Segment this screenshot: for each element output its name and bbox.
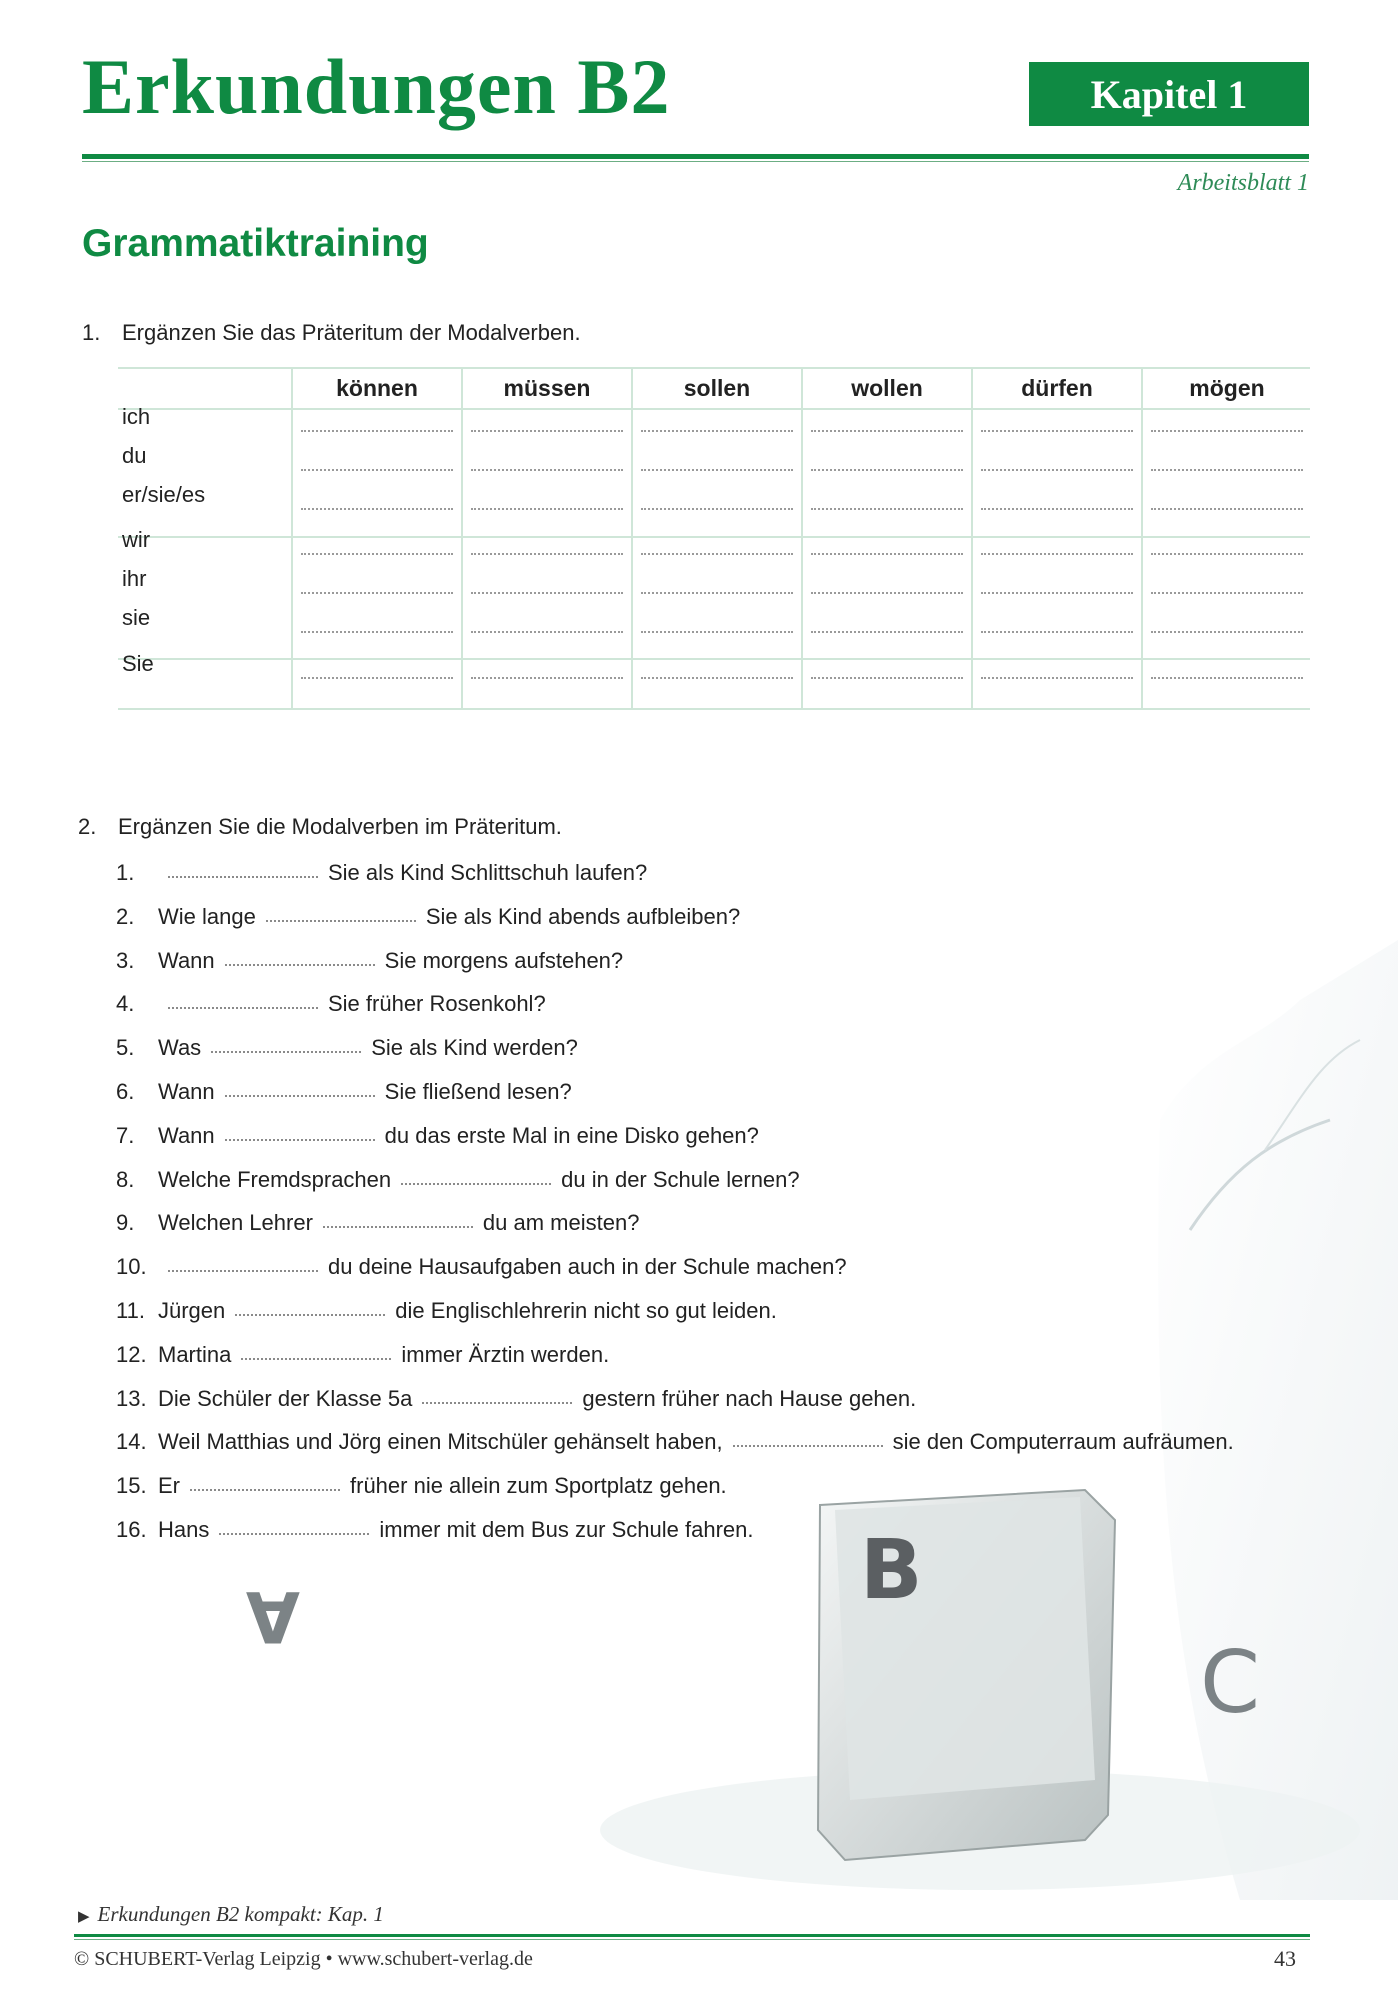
answer-blank[interactable]	[225, 964, 375, 966]
sentence-end: sie den Computerraum aufräumen.	[892, 1429, 1234, 1454]
sentence-start: Was	[158, 1035, 202, 1060]
answer-blank[interactable]	[641, 430, 793, 432]
answer-blank[interactable]	[266, 920, 416, 922]
answer-blank[interactable]	[190, 1489, 340, 1491]
column-header: sollen	[683, 375, 751, 401]
sentence-item	[116, 991, 546, 1017]
answer-blank[interactable]	[981, 592, 1133, 594]
sentence-number: 8.	[116, 1167, 135, 1192]
conjugation-table	[118, 367, 1310, 710]
answer-blank[interactable]	[471, 508, 623, 510]
table-row-divider	[118, 708, 1310, 710]
answer-blank[interactable]	[1151, 469, 1303, 471]
sentence-end: Sie fließend lesen?	[384, 1079, 572, 1104]
answer-blank[interactable]	[641, 508, 793, 510]
sentence-number: 4.	[116, 991, 135, 1016]
answer-blank[interactable]	[168, 876, 318, 878]
answer-blank[interactable]	[1151, 631, 1303, 633]
answer-blank[interactable]	[225, 1139, 375, 1141]
answer-blank[interactable]	[301, 592, 453, 594]
answer-blank[interactable]	[641, 677, 793, 679]
table-column-divider	[461, 367, 463, 710]
table-column-divider	[291, 367, 293, 710]
answer-blank[interactable]	[981, 508, 1133, 510]
answer-blank[interactable]	[168, 1270, 318, 1272]
table-column-divider	[1141, 367, 1143, 710]
answer-blank[interactable]	[219, 1533, 369, 1535]
answer-blank[interactable]	[981, 469, 1133, 471]
header-divider	[82, 154, 1309, 159]
answer-blank[interactable]	[225, 1095, 375, 1097]
triangle-arrow-icon: ▶	[78, 1909, 90, 1925]
sentence-end: du in der Schule lernen?	[561, 1167, 800, 1192]
exercise-2-heading	[78, 814, 562, 840]
sentence-number: 13.	[116, 1386, 147, 1411]
sentence-number: 2.	[116, 904, 135, 929]
answer-blank[interactable]	[471, 469, 623, 471]
sentence-item	[116, 1517, 754, 1543]
answer-blank[interactable]	[981, 631, 1133, 633]
answer-blank[interactable]	[981, 430, 1133, 432]
answer-blank[interactable]	[641, 553, 793, 555]
sentence-start: Welche Fremdsprachen	[158, 1167, 392, 1192]
sentence-item	[116, 1342, 609, 1368]
answer-blank[interactable]	[811, 592, 963, 594]
answer-blank[interactable]	[241, 1358, 391, 1360]
sentence-item	[116, 1079, 572, 1105]
sentence-number: 10.	[116, 1254, 147, 1279]
exercise-2-instruction: Ergänzen Sie die Modalverben im Präteritum.	[118, 814, 562, 839]
answer-blank[interactable]	[323, 1226, 473, 1228]
sentence-item	[116, 1167, 800, 1193]
answer-blank[interactable]	[811, 553, 963, 555]
pronoun-label: ihr	[122, 566, 147, 591]
sentence-number: 9.	[116, 1210, 135, 1235]
answer-blank[interactable]	[1151, 592, 1303, 594]
worksheet-label: Arbeitsblatt 1	[1177, 170, 1309, 196]
section-title: Grammatiktraining	[82, 222, 429, 265]
answer-blank[interactable]	[1151, 553, 1303, 555]
sentence-start: Jürgen	[158, 1298, 226, 1323]
sentence-number: 7.	[116, 1123, 135, 1148]
key-letter-c: C	[1200, 1633, 1261, 1733]
answer-blank[interactable]	[301, 553, 453, 555]
sentence-item	[116, 904, 740, 930]
exercise-1-instruction: Ergänzen Sie das Präteritum der Modalverben.	[122, 320, 581, 345]
pronoun-label: du	[122, 443, 147, 468]
column-header: dürfen	[1021, 375, 1093, 401]
sentence-end: du am meisten?	[482, 1210, 640, 1235]
sentence-start: Hans	[158, 1517, 210, 1542]
sentence-number: 11.	[116, 1298, 145, 1323]
sentence-start: Wann	[158, 948, 215, 973]
answer-blank[interactable]	[471, 553, 623, 555]
book-reference	[78, 1902, 384, 1927]
sentence-item	[116, 1298, 777, 1324]
exercise-1-number: 1.	[82, 320, 101, 345]
footer-divider	[74, 1934, 1310, 1937]
answer-blank[interactable]	[981, 553, 1133, 555]
brand-title: Erkundungen B2	[82, 43, 671, 130]
column-header: können	[336, 375, 418, 401]
answer-blank[interactable]	[422, 1402, 572, 1404]
answer-blank[interactable]	[811, 469, 963, 471]
pronoun-label: sie	[122, 605, 151, 630]
sentence-start: Wann	[158, 1079, 215, 1104]
pronoun-label: Sie	[122, 651, 154, 676]
chapter-badge: Kapitel 1	[1029, 62, 1309, 126]
sentence-end: Sie morgens aufstehen?	[384, 948, 624, 973]
sentence-item	[116, 1210, 639, 1236]
sentence-end: immer mit dem Bus zur Schule fahren.	[379, 1517, 754, 1542]
sentence-item	[116, 1429, 1234, 1455]
sentence-start: Weil Matthias und Jörg einen Mitschüler gehänselt haben,	[158, 1429, 723, 1454]
sentence-end: Sie als Kind abends aufbleiben?	[425, 904, 741, 929]
answer-blank[interactable]	[301, 469, 453, 471]
sentence-number: 15.	[116, 1473, 147, 1498]
answer-blank[interactable]	[168, 1007, 318, 1009]
answer-blank[interactable]	[733, 1445, 883, 1447]
sentence-number: 1.	[116, 860, 135, 885]
answer-blank[interactable]	[471, 677, 623, 679]
sentence-end: du das erste Mal in eine Disko gehen?	[384, 1123, 759, 1148]
table-column-divider	[971, 367, 973, 710]
answer-blank[interactable]	[301, 677, 453, 679]
answer-blank[interactable]	[235, 1314, 385, 1316]
answer-blank[interactable]	[641, 469, 793, 471]
sentence-start: Wann	[158, 1123, 215, 1148]
sentence-start: Wie lange	[158, 904, 256, 929]
answer-blank[interactable]	[811, 677, 963, 679]
answer-blank[interactable]	[641, 631, 793, 633]
answer-blank[interactable]	[211, 1051, 361, 1053]
table-row-divider	[118, 658, 1310, 660]
pronoun-label: er/sie/es	[122, 482, 206, 507]
publisher-line: © SCHUBERT-Verlag Leipzig • www.schubert-verlag.de	[74, 1948, 533, 1970]
column-header: wollen	[851, 375, 923, 401]
sentence-end: du deine Hausaufgaben auch in der Schule machen?	[328, 1254, 847, 1279]
table-column-divider	[801, 367, 803, 710]
sentence-number: 3.	[116, 948, 135, 973]
answer-blank[interactable]	[641, 592, 793, 594]
answer-blank[interactable]	[1151, 508, 1303, 510]
answer-blank[interactable]	[301, 430, 453, 432]
sentence-item	[116, 1473, 727, 1499]
sentence-item	[116, 948, 623, 974]
pronoun-label: ich	[122, 404, 151, 429]
sentence-item	[116, 1123, 759, 1149]
pronoun-label: wir	[122, 527, 151, 552]
answer-blank[interactable]	[301, 631, 453, 633]
sentence-start: Die Schüler der Klasse 5a	[158, 1386, 413, 1411]
sentence-item	[116, 1035, 578, 1061]
page-number: 43	[1274, 1946, 1296, 1971]
sentence-end: früher nie allein zum Sportplatz gehen.	[350, 1473, 727, 1498]
column-header: mögen	[1189, 375, 1265, 401]
sentence-start: Er	[158, 1473, 180, 1498]
sentence-item	[116, 860, 647, 886]
answer-blank[interactable]	[471, 430, 623, 432]
answer-blank[interactable]	[811, 508, 963, 510]
sentence-end: Sie früher Rosenkohl?	[328, 991, 546, 1016]
exercise-2-number: 2.	[78, 814, 97, 839]
key-letter-b: B	[860, 1523, 923, 1618]
sentence-item	[116, 1386, 916, 1412]
sentence-end: Sie als Kind Schlittschuh laufen?	[328, 860, 648, 885]
sentence-item	[116, 1254, 847, 1280]
table-row-divider	[118, 536, 1310, 538]
sentence-start: Welchen Lehrer	[158, 1210, 313, 1235]
answer-blank[interactable]	[811, 631, 963, 633]
answer-blank[interactable]	[471, 631, 623, 633]
book-reference-text: Erkundungen B2 kompakt: Kap. 1	[97, 1902, 384, 1926]
exercise-1-heading	[82, 320, 581, 346]
header-divider-thin	[82, 161, 1309, 162]
sentence-end: gestern früher nach Hause gehen.	[582, 1386, 917, 1411]
answer-blank[interactable]	[301, 508, 453, 510]
key-letter-a: A	[245, 1575, 300, 1657]
table-row-divider	[118, 408, 1310, 410]
sentence-end: immer Ärztin werden.	[401, 1342, 610, 1367]
sentence-number: 16.	[116, 1517, 147, 1542]
table-column-divider	[631, 367, 633, 710]
sentence-number: 6.	[116, 1079, 135, 1104]
answer-blank[interactable]	[1151, 677, 1303, 679]
answer-blank[interactable]	[981, 677, 1133, 679]
column-header: müssen	[503, 375, 591, 401]
answer-blank[interactable]	[1151, 430, 1303, 432]
sentence-start: Martina	[158, 1342, 232, 1367]
table-row-divider	[118, 367, 1310, 369]
sentence-number: 14.	[116, 1429, 147, 1454]
answer-blank[interactable]	[811, 430, 963, 432]
answer-blank[interactable]	[401, 1183, 551, 1185]
sentence-number: 5.	[116, 1035, 135, 1060]
sentence-number: 12.	[116, 1342, 147, 1367]
answer-blank[interactable]	[471, 592, 623, 594]
sentence-end: die Englischlehrerin nicht so gut leiden.	[395, 1298, 777, 1323]
sentence-end: Sie als Kind werden?	[371, 1035, 578, 1060]
footer-divider-thin	[74, 1939, 1310, 1940]
